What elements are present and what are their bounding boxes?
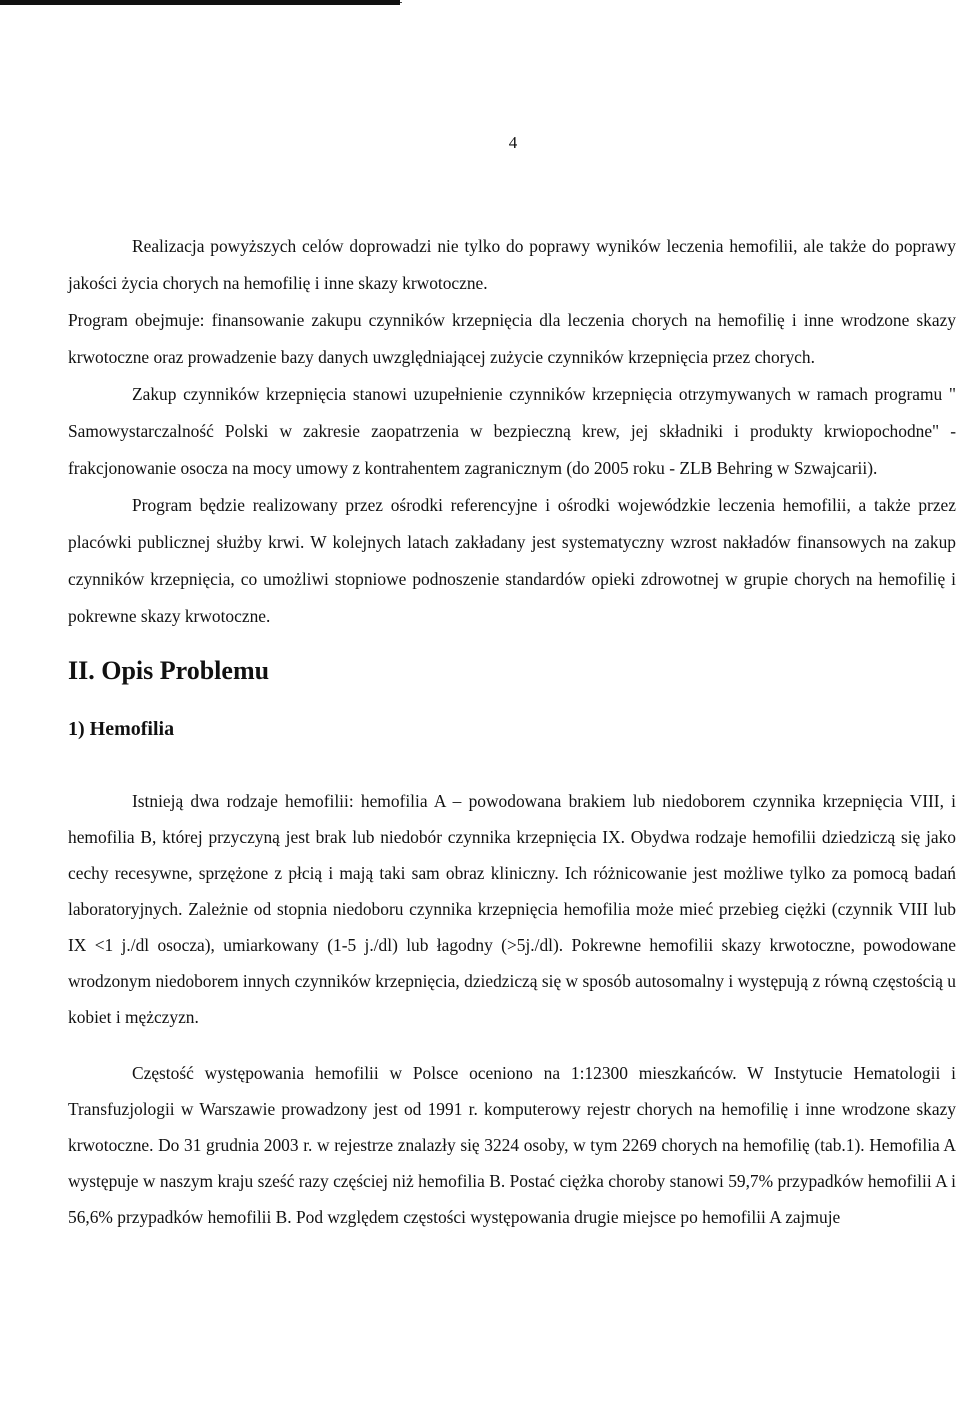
- paragraph-intro-3: Zakup czynników krzepnięcia stanowi uzupełnienie czynników krzepnięcia otrzymywanych w ramach programu " Samowystarczalność Polski w zakresie zaopatrzenia w bezpieczną krew, jej składniki i produkty krwiopochodne" - frakcjonowanie osocza na mocy umowy z kontrahentem zagranicznym (do 2005 roku - ZLB Behring w Szwajcarii).: [68, 384, 956, 478]
- paragraph-hemofilia-2: Częstość występowania hemofilii w Polsce oceniono na 1:12300 mieszkańców. W Instytucie Hematologii i Transfuzjologii w Warszawie prowadzony jest od 1991 r. komputerowy rejestr chorych na hemofilię i inne wrodzone skazy krwotoczne. Do 31 grudnia 2003 r. w rejestrze znalazły się 3224 osoby, w tym 2269 chorych na hemofilię (tab.1). Hemofilia A występuje w naszym kraju sześć razy częściej niż hemofilia B. Postać ciężka choroby stanowi 59,7% przypadków hemofilii A i 56,6% przypadków hemofilii B. Pod względem częstości występowania drugie miejsce po hemofilii A zajmuje: [68, 1063, 956, 1227]
- document-body: [68, 228, 956, 1235]
- hemofilia-section: [68, 783, 956, 1235]
- subsection-heading: 1) Hemofilia: [68, 718, 175, 740]
- top-scan-rule: [0, 0, 400, 5]
- paragraph-intro-1: Realizacja powyższych celów doprowadzi nie tylko do poprawy wyników leczenia hemofilii, ale także do poprawy jakości życia chorych na hemofilię i inne skazy krwotoczne.: [68, 236, 956, 293]
- paragraph-intro-4: Program będzie realizowany przez ośrodki referencyjne i ośrodki wojewódzkie leczenia hemofilii, a także przez placówki publicznej służby krwi. W kolejnych latach zakładany jest systematyczny wzrost nakładów finansowych na zakup czynników krzepnięcia, co umożliwi stopniowe podnoszenie standardów opieki zdrowotnej w grupie chorych na hemofilię i pokrewne skazy krwotoczne.: [68, 495, 956, 626]
- paragraph-intro-2: Program obejmuje: finansowanie zakupu czynników krzepnięcia dla leczenia chorych na hemofilię i inne wrodzone skazy krwotoczne oraz prowadzenie bazy danych uwzględniającej zużycie czynników krzepnięcia przez chorych.: [68, 310, 956, 367]
- section-heading: II. Opis Problemu: [68, 656, 270, 685]
- top-scan-rule-tail: [400, 2, 402, 3]
- page-number: 4: [508, 133, 518, 152]
- paragraph-hemofilia-1: Istnieją dwa rodzaje hemofilii: hemofilia A – powodowana brakiem lub niedoborem czynnika krzepnięcia VIII, i hemofilia B, której przyczyną jest brak lub niedobór czynnika krzepnięcia IX. Obydwa rodzaje hemofilii dziedziczą się jako cechy recesywne, sprzężone z płcią i mają taki sam obraz kliniczny. Ich różnicowanie jest możliwe tylko za pomocą badań laboratoryjnych. Zależnie od stopnia niedoboru czynnika krzepnięcia hemofilia może mieć przebieg ciężki (czynnik VIII lub IX <1 j./dl osocza), umiarkowany (1-5 j./dl) lub łagodny (>5j./dl). Pokrewne hemofilii skazy krwotoczne, powodowane wrodzonym niedoborem innych czynników krzepnięcia, dziedziczą się w sposób autosomalny i występują z równą częstością u kobiet i mężczyzn.: [68, 791, 956, 1027]
